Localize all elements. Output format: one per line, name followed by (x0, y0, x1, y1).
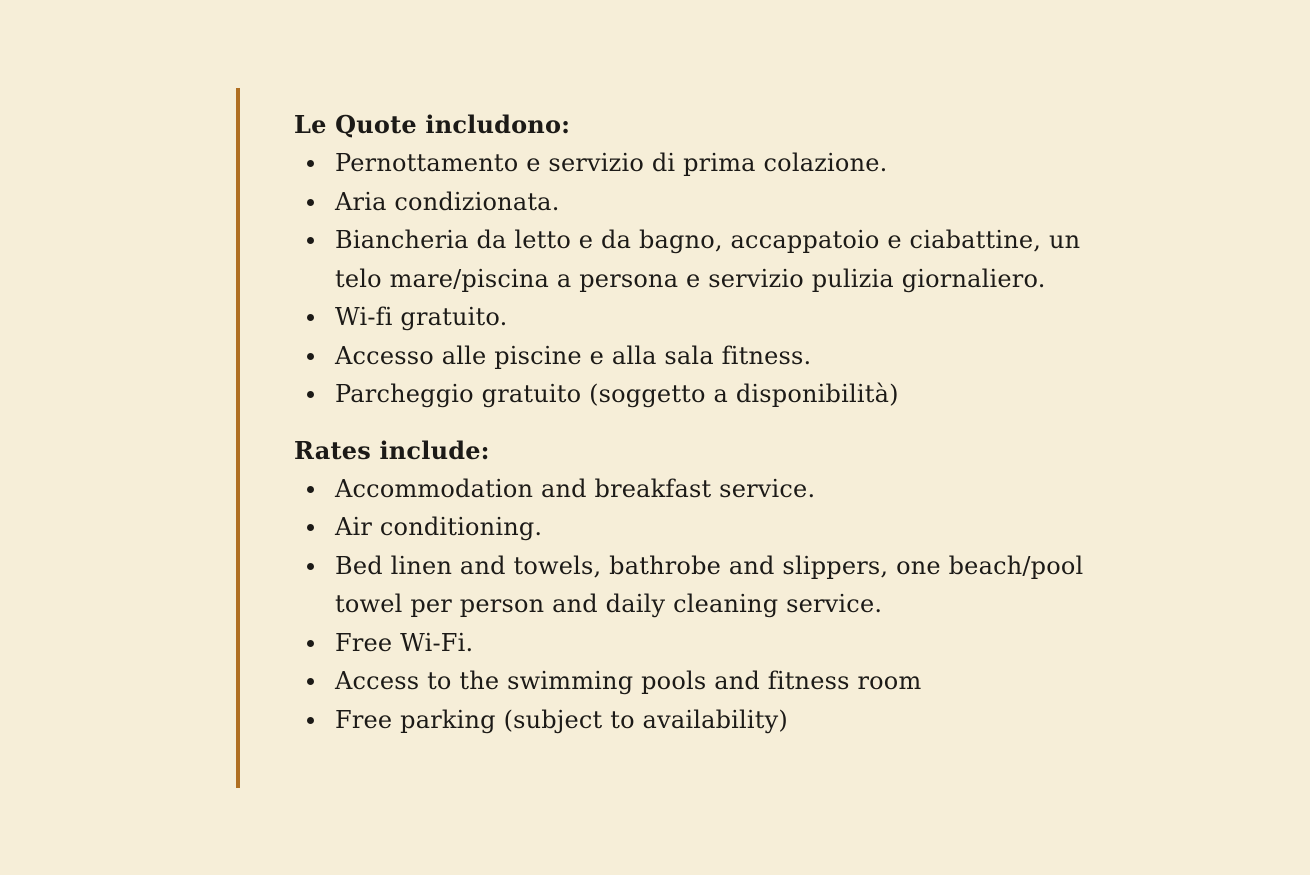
english-list (294, 470, 1194, 740)
english-list-item (294, 701, 1194, 740)
bullet-icon (307, 237, 314, 244)
italian-list-item (294, 337, 1194, 376)
section-spacer (294, 414, 1194, 432)
list-item-text: Biancheria da letto e da bagno, accappatoio e ciabattine, un telo mare/piscina a persona e servizio pulizia giornaliero. (335, 226, 1081, 293)
list-item-text: Access to the swimming pools and fitness room (335, 667, 922, 695)
italian-list-item (294, 375, 1194, 414)
bullet-icon (307, 391, 314, 398)
english-list-item (294, 508, 1194, 547)
bullet-icon (307, 353, 314, 360)
list-item-text: Free parking (subject to availability) (335, 705, 788, 734)
english-heading: Rates include: (294, 435, 490, 465)
english-list-item (294, 547, 1194, 624)
bullet-icon (307, 199, 314, 206)
list-item-text: Accesso alle piscine e alla sala fitness. (335, 341, 812, 370)
list-item-text: Air conditioning. (335, 513, 543, 541)
italian-list-item (294, 183, 1194, 222)
italian-section (294, 106, 1194, 414)
bullet-icon (307, 314, 314, 321)
list-item-text: Free Wi-Fi. (335, 628, 474, 657)
italian-list-item (294, 221, 1194, 298)
english-section (294, 432, 1194, 740)
italian-list-item (294, 298, 1194, 337)
accent-vertical-rule (236, 88, 240, 788)
list-item-text: Accommodation and breakfast service. (335, 474, 816, 503)
bullet-icon (307, 717, 314, 724)
bullet-icon (307, 563, 314, 570)
english-list-item (294, 662, 1194, 701)
italian-list-item (294, 144, 1194, 183)
list-item-text: Wi-fi gratuito. (335, 303, 508, 331)
list-item-text: Bed linen and towels, bathrobe and slippers, one beach/pool towel per person and daily cleaning service. (335, 551, 1084, 618)
list-item-text: Aria condizionata. (335, 187, 560, 216)
italian-list (294, 144, 1194, 414)
rates-content (294, 106, 1194, 739)
english-list-item (294, 624, 1194, 663)
list-item-text: Parcheggio gratuito (soggetto a disponibilità) (335, 380, 899, 408)
italian-heading: Le Quote includono: (294, 110, 571, 139)
english-list-item (294, 470, 1194, 509)
bullet-icon (307, 160, 314, 167)
bullet-icon (307, 640, 314, 647)
bullet-icon (307, 486, 314, 493)
list-item-text: Pernottamento e servizio di prima colazione. (335, 149, 888, 177)
bullet-icon (307, 524, 314, 531)
bullet-icon (307, 678, 314, 685)
